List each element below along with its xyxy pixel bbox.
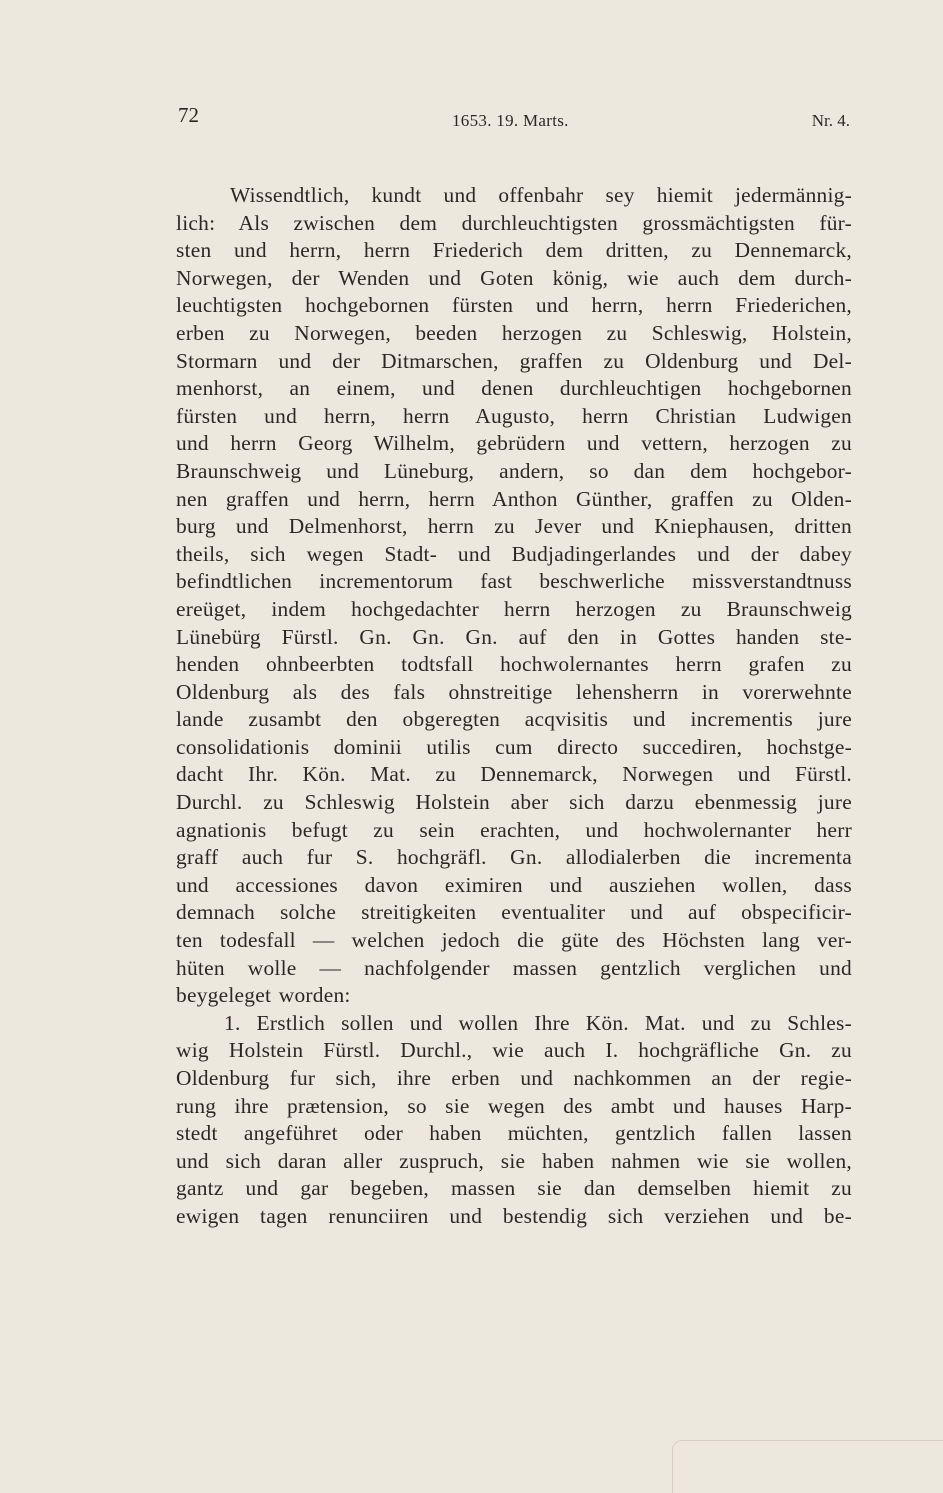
text-line: Oldenburg als des fals ohnstreitige lehensherrn in vorerwehnte [176, 679, 852, 704]
text-line: erben zu Norwegen, beeden herzogen zu Schleswig, Holstein, [176, 320, 852, 345]
text-line: hüten wolle — nachfolgender massen gentzlich verglichen und [176, 955, 852, 980]
text-line: Durchl. zu Schleswig Holstein aber sich darzu ebenmessig jure [176, 790, 852, 815]
text-line: Lünebürg Fürstl. Gn. Gn. Gn. auf den in Gottes handen ste- [176, 624, 852, 649]
text-line: stedt angeführet oder haben müchten, gentzlich fallen lassen [176, 1121, 852, 1146]
text-line: demnach solche streitigkeiten eventualiter und auf obspecificir- [176, 900, 852, 925]
text-line: rung ihre prætension, so sie wegen des ambt und hauses Harp- [176, 1093, 852, 1118]
text-line: ten todesfall — welchen jedoch die güte des Höchsten lang ver- [176, 928, 852, 953]
text-line: consolidationis dominii utilis cum directo succediren, hochstge- [176, 734, 852, 759]
text-line: gantz und gar begeben, massen sie dan demselben hiemit zu [176, 1176, 852, 1201]
text-line: henden ohnbeerbten todtsfall hochwolernantes herrn grafen zu [176, 652, 852, 677]
text-line: und sich daran aller zuspruch, sie haben nahmen wie sie wollen, [176, 1148, 852, 1173]
page-corner-edge [672, 1440, 943, 1493]
text-line: burg und Delmenhorst, herrn zu Jever und Kniephausen, dritten [176, 514, 852, 539]
date-heading: 1653. 19. Marts. [452, 111, 569, 130]
text-line: graff auch fur S. hochgräfl. Gn. allodialerben die incrementa [176, 845, 852, 870]
text-line: Wissendtlich, kundt und offenbahr sey hiemit jedermännig- [230, 183, 852, 207]
text-line: fürsten und herrn, herrn Augusto, herrn Christian Ludwigen [176, 403, 852, 428]
text-line: dacht Ihr. Kön. Mat. zu Dennemarck, Norwegen und Fürstl. [176, 762, 852, 787]
text-line: ereüget, indem hochgedachter herrn herzogen zu Braunschweig [176, 596, 852, 621]
text-line: beygeleget worden: [176, 983, 351, 1008]
running-header [178, 103, 850, 133]
text-line: wig Holstein Fürstl. Durchl., wie auch I. hochgräfliche Gn. zu [176, 1038, 852, 1063]
document-text [176, 182, 852, 1231]
text-line: Oldenburg fur sich, ihre erben und nachkommen an der regie- [176, 1066, 852, 1090]
document-number: Nr. 4. [811, 111, 850, 130]
text-line: und herrn Georg Wilhelm, gebrüdern und vettern, herzogen zu [176, 431, 852, 456]
text-line: leuchtigsten hochgebornen fürsten und herrn, herrn Friederichen, [176, 293, 852, 318]
text-line: agnationis befugt zu sein erachten, und hochwolernanter herr [176, 817, 852, 842]
text-line: Braunschweig und Lüneburg, andern, so dan dem hochgebor- [176, 458, 852, 483]
text-line: menhorst, an einem, und denen durchleuchtigen hochgebornen [176, 376, 852, 401]
text-line: 1. Erstlich sollen und wollen Ihre Kön. Mat. und zu Schles- [224, 1010, 852, 1035]
text-line: ewigen tagen renunciiren und bestendig sich verziehen und be- [176, 1203, 852, 1228]
text-line: und accessiones davon eximiren und ausziehen wollen, dass [176, 872, 852, 897]
text-line: befindtlichen incrementorum fast beschwerliche missverstandtnuss [176, 569, 852, 594]
text-line: lande zusambt den obgeregten acqvisitis und incrementis jure [176, 707, 852, 732]
text-line: theils, sich wegen Stadt- und Budjadingerlandes und der dabey [176, 541, 852, 566]
text-line: Norwegen, der Wenden und Goten könig, wie auch dem durch- [176, 265, 852, 290]
text-line: sten und herrn, herrn Friederich dem dritten, zu Dennemarck, [176, 238, 852, 263]
page-number: 72 [178, 103, 199, 127]
text-line: nen graffen und herrn, herrn Anthon Günther, graffen zu Olden- [176, 486, 852, 511]
text-line: Stormarn und der Ditmarschen, graffen zu Oldenburg und Del- [176, 348, 852, 373]
text-line: lich: Als zwischen dem durchleuchtigsten grossmächtigsten für- [176, 210, 852, 235]
